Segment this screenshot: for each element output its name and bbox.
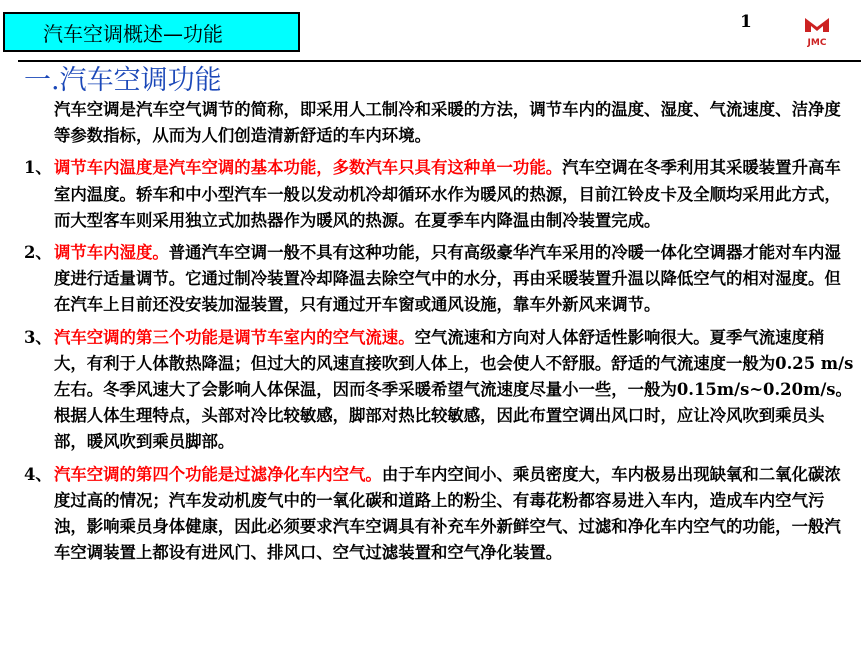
item-highlight: 调节车内温度是汽车空调的基本功能，多数汽车只具有这种单一功能。 <box>54 158 563 178</box>
item-text <box>54 325 854 456</box>
item-text <box>54 240 854 319</box>
list-item <box>24 325 854 456</box>
item-body: 普通汽车空调一般不具有这种功能，只有高级豪华汽车采用的冷暖一体化空调器才能对车内湿度进行适量调节。它通过制冷装置冷却降温去除空气中的水分，再由采暖装置升温以降低空气的相对湿度。但在汽车上目前还没安装加湿装置，只有通过开车窗或通风设施，靠车外新风来调节。 <box>54 243 841 315</box>
item-body: 空气流速和方向对人体舒适性影响很大。夏季气流速度稍大，有利于人体散热降温；但过大的风速直接吹到人体上，也会使人不舒服。舒适的气流速度一般为0.25 m/s左右。冬季风速大了会影响人体保温，因而冬季采暖希望气流速度尽量小一些，一般为0.15m/s~0.20m/s。根据人体生理特点，头部对冷比较敏感，脚部对热比较敏感，因此布置空调出风口时，应让冷风吹到乘员头部，暖风吹到乘员脚部。 <box>54 327 854 452</box>
item-highlight: 汽车空调的第三个功能是调节车室内的空气流速。 <box>54 327 415 347</box>
page-number: 1 <box>740 12 752 32</box>
list-item <box>24 155 854 234</box>
intro-paragraph: 汽车空调是汽车空气调节的简称，即采用人工制冷和采暖的方法，调节车内的温度、湿度、气流速度、洁净度等参数指标，从而为人们创造清新舒适的车内环境。 <box>54 100 841 146</box>
item-body: 由于车内空间小、乘员密度大，车内极易出现缺氧和二氧化碳浓度过高的情况；汽车发动机废气中的一氧化碳和道路上的粉尘、有毒花粉都容易进入车内，造成车内空气污浊，影响乘员身体健康，因此必须要求汽车空调具有补充车外新鲜空气、过滤和净化车内空气的功能，一般汽车空调装置上都设有进风门、排风口、空气过滤装置和空气净化装置。 <box>54 464 841 563</box>
logo-text: JMC <box>807 38 827 48</box>
item-number: 1、 <box>24 158 52 178</box>
slide-title-box <box>3 12 300 52</box>
list-item <box>24 240 854 319</box>
item-text <box>54 462 854 567</box>
item-body: 汽车空调在冬季利用其采暖装置升高车室内温度。轿车和中小型汽车一般以发动机冷却循环水作为暖风的热源，目前江铃皮卡及全顺均采用此方式，而大型客车则采用独立式加热器作为暖风的热源。在夏季车内降温由制冷装置完成。 <box>54 158 841 230</box>
list-item <box>24 462 854 567</box>
section-heading: 一.汽车空调功能 <box>24 65 222 96</box>
jmc-logo-icon <box>802 14 832 48</box>
item-highlight: 汽车空调的第四个功能是过滤净化车内空气。 <box>54 464 382 484</box>
item-number: 3、 <box>24 327 52 347</box>
slide-title: 汽车空调概述—功能 <box>43 21 223 46</box>
item-highlight: 调节车内湿度。 <box>54 243 169 263</box>
jmc-logo-graphic <box>802 14 832 48</box>
item-text <box>54 155 854 234</box>
item-number: 4、 <box>24 464 52 484</box>
item-number: 2、 <box>24 243 52 263</box>
content-body <box>24 97 854 572</box>
